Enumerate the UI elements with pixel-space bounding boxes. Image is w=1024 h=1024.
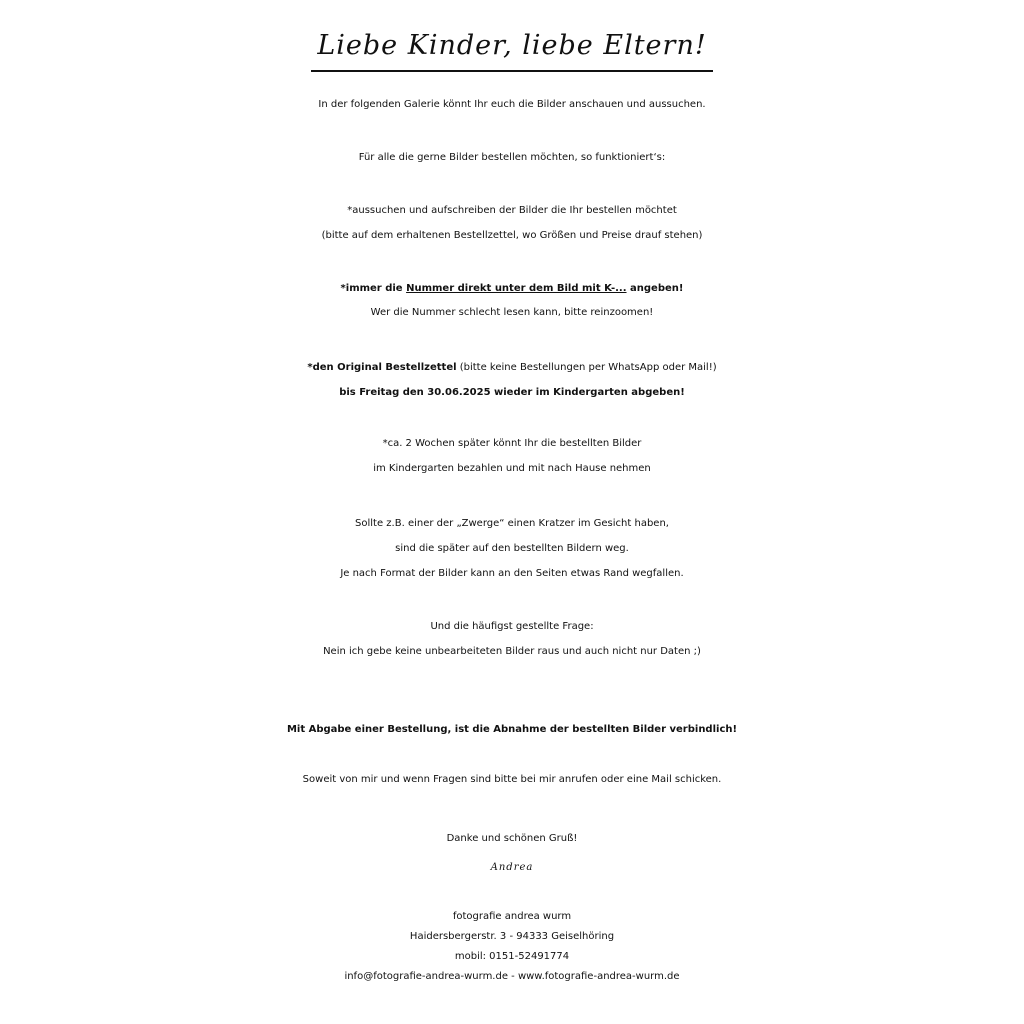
step4-line2: im Kindergarten bezahlen und mit nach Hause nehmen — [373, 463, 651, 474]
intro-text: In der folgenden Galerie könnt Ihr euch die Bilder anschauen und aussuchen. — [318, 99, 706, 110]
step2-line2: Wer die Nummer schlecht lesen kann, bitte reinzoomen! — [370, 307, 654, 318]
step1-line1: *aussuchen und aufschreiben der Bilder die Ihr bestellen möchtet — [347, 205, 677, 216]
step3-normal: (bitte keine Bestellungen per WhatsApp oder Mail!) — [456, 362, 717, 373]
footer-business: fotografie andrea wurm — [452, 911, 572, 922]
step3-line2: bis Freitag den 30.06.2025 wieder im Kindergarten abgeben! — [339, 387, 685, 398]
step2-suffix: angeben! — [626, 283, 684, 294]
footer-phone: mobil: 0151-52491774 — [454, 951, 570, 962]
footer-address: Haidersbergerstr. 3 - 94333 Geiselhöring — [409, 931, 615, 942]
note-line3: Je nach Format der Bilder kann an den Seiten etwas Rand wegfallen. — [340, 568, 684, 579]
contact-note: Soweit von mir und wenn Fragen sind bitte bei mir anrufen oder eine Mail schicken. — [302, 774, 722, 785]
step4-line1: *ca. 2 Wochen später könnt Ihr die bestellten Bilder — [382, 438, 642, 449]
note-line1: Sollte z.B. einer der „Zwerge“ einen Kratzer im Gesicht haben, — [355, 518, 669, 529]
binding-notice: Mit Abgabe einer Bestellung, ist die Abnahme der bestellten Bilder verbindlich! — [286, 724, 738, 735]
footer-web: info@fotografie-andrea-wurm.de - www.fotografie-andrea-wurm.de — [344, 971, 680, 982]
how-it-works-text: Für alle die gerne Bilder bestellen möchten, so funktioniert‘s: — [358, 152, 666, 163]
step2-line1 — [0, 277, 1024, 301]
signature: Andrea — [490, 862, 534, 873]
step2-prefix: *immer die — [340, 283, 407, 294]
step3-bold: *den Original Bestellzettel — [307, 362, 457, 373]
closing-text: Danke und schönen Gruß! — [446, 833, 578, 844]
faq-line2: Nein ich gebe keine unbearbeiteten Bilder raus und auch nicht nur Daten ;) — [323, 646, 701, 657]
heading-wrap — [0, 26, 1024, 72]
page-title: Liebe Kinder, liebe Eltern! — [311, 26, 712, 72]
step1-line2: (bitte auf dem erhaltenen Bestellzettel, wo Größen und Preise drauf stehen) — [321, 230, 703, 241]
step3-line1 — [0, 356, 1024, 380]
step2-underlined: Nummer direkt unter dem Bild mit K-... — [406, 283, 627, 294]
faq-line1: Und die häufigst gestellte Frage: — [430, 621, 594, 632]
note-line2: sind die später auf den bestellten Bildern weg. — [395, 543, 629, 554]
